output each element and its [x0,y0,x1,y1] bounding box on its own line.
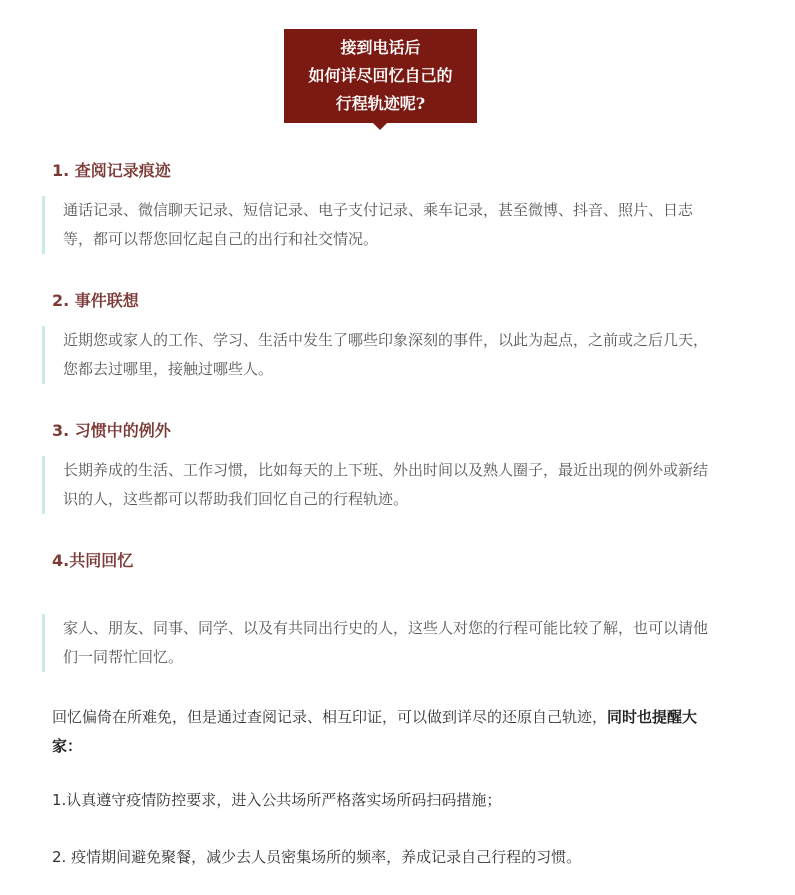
article-title-box [284,29,477,123]
section-body-4: 家人、朋友、同事、同学、以及有共同出行史的人，这些人对您的行程可能比较了解，也可以请他们一同帮忙回忆。 [42,614,722,672]
summary-paragraph [52,703,722,761]
section-body-1: 通话记录、微信聊天记录、短信记录、电子支付记录、乘车记录，甚至微博、抖音、照片、日志等，都可以帮您回忆起自己的出行和社交情况。 [42,196,722,254]
summary-text: 回忆偏倚在所难免，但是通过查阅记录、相互印证，可以做到详尽的还原自己轨迹， [52,708,608,726]
section-heading-4: 4.共同回忆 [52,551,134,570]
tip-item-1: 1.认真遵守疫情防控要求，进入公共场所严格落实场所码扫码措施； [52,791,502,809]
tip-item-2: 2. 疫情期间避免聚餐，减少去人员密集场所的频率，养成记录自己行程的习惯。 [52,848,582,866]
section-heading-1: 1. 查阅记录痕迹 [52,161,171,180]
title-line-3: 行程轨迹呢? [335,94,426,113]
section-body-3: 长期养成的生活、工作习惯，比如每天的上下班、外出时间以及熟人圈子，最近出现的例外或新结识的人，这些都可以帮助我们回忆自己的行程轨迹。 [42,456,722,514]
title-line-2: 如何详尽回忆自己的 [308,66,453,85]
summary-bold-text: 同时也提醒大家： [52,708,698,755]
title-pointer-arrow [373,123,387,130]
section-heading-2: 2. 事件联想 [52,291,139,310]
section-body-2: 近期您或家人的工作、学习、生活中发生了哪些印象深刻的事件，以此为起点，之前或之后几天，您都去过哪里，接触过哪些人。 [42,326,722,384]
title-line-1: 接到电话后 [340,38,421,57]
section-heading-3: 3. 习惯中的例外 [52,421,171,440]
